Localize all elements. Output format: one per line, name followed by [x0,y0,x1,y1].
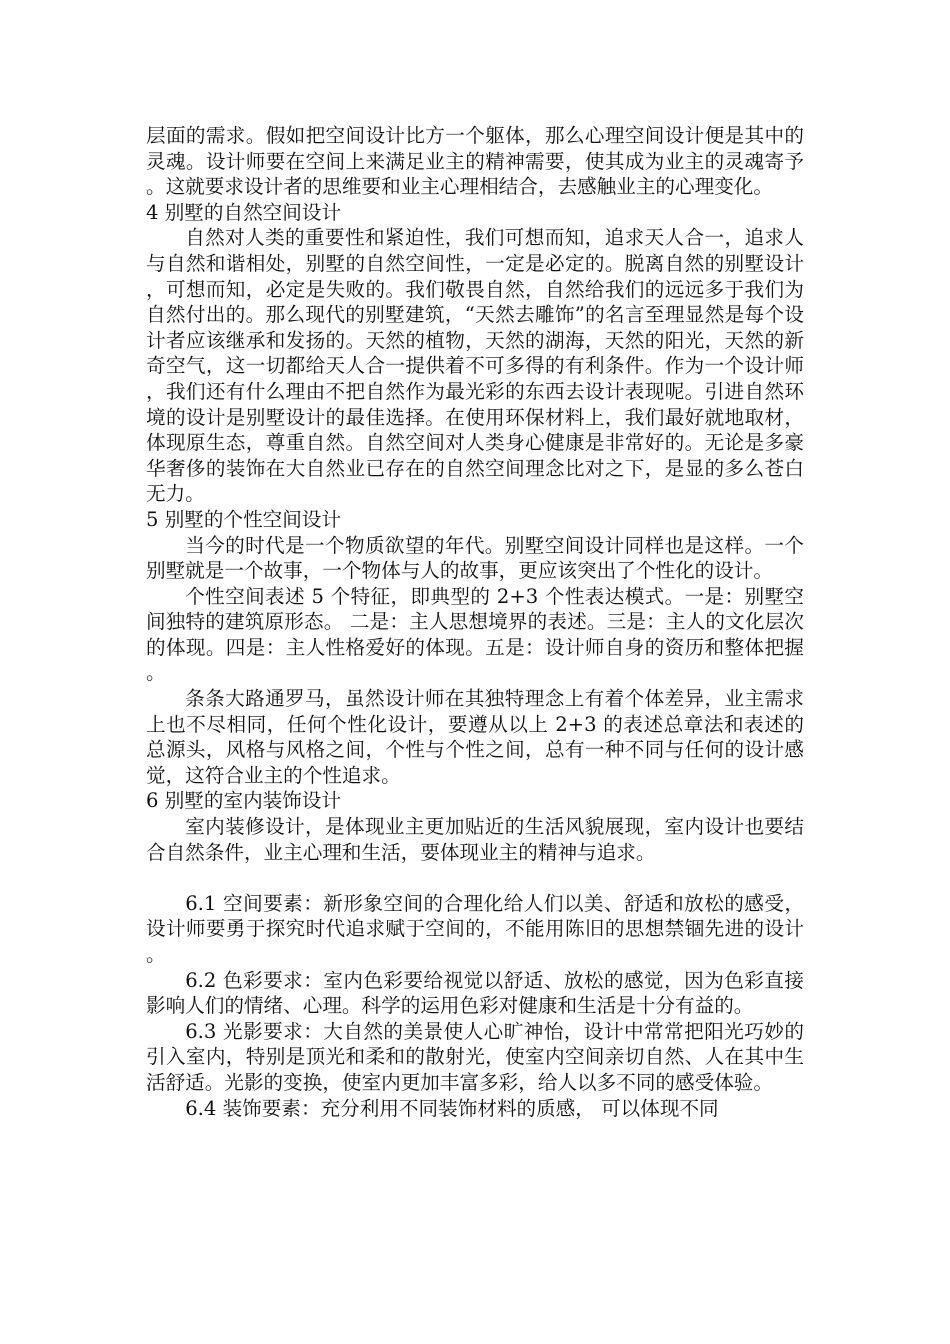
paragraph-light-requirement: 6.3 光影要求：大自然的美景使人心旷神怡，设计中常常把阳光巧妙的引入室内，特别是顶光和柔和的散射光，使室内空间亲切自然、人在其中生活舒适。光影的变换，使室内更加丰富多彩，给人以多不同的感受体验。 [146,1019,804,1094]
paragraph-interior-intro: 室内装修设计，是体现业主更加贴近的生活风貌展现，室内设计也要结合自然条件，业主心理和生活，要体现业主的精神与追求。 [146,815,804,864]
paragraph-decoration-element: 6.4 装饰要素：充分利用不同装饰材料的质感， 可以体现不同 [185,1096,719,1120]
paragraph-natural-space: 自然对人类的重要性和紧迫性，我们可想而知，追求天人合一，追求人与自然和谐相处，别墅的自然空间性，一定是必定的。脱离自然的别墅设计，可想而知，必定是失败的。我们敬畏自然，自然给我们的远远多于我们为自然付出的。那么现代的别墅建筑，“天然去雕饰”的名言至理显然是每个设计者应该继承和发扬的。天然的植物，天然的湖海，天然的阳光，天然的新奇空气，这一切都给天人合一提供着不可多得的有利条件。作为一个设计师，我们还有什么理由不把自然作为最光彩的东西去设计表现呢。引进自然环境的设计是别墅设计的最佳选择。在使用环保材料上，我们最好就地取材，体现原生态，尊重自然。自然空间对人类身心健康是非常好的。无论是多豪华奢侈的装饰在大自然业已存在的自然空间理念比对之下，是显的多么苍白无力。 [146,226,804,506]
section-heading-5: 5 别墅的个性空间设计 [146,507,342,531]
section-heading-6: 6 别墅的室内装饰设计 [146,789,342,813]
paragraph-personality-rules: 条条大路通罗马，虽然设计师在其独特理念上有着个体差异，业主需求上也不尽相同，任何个性化设计，要遵从以上 2+3 的表述总章法和表述的总源头，风格与风格之间，个性与个性之间，总有一种不同与任何的设计感觉，这符合业主的个性追求。 [146,687,804,787]
section-heading-4: 4 别墅的自然空间设计 [146,200,342,224]
paragraph-continuation: 层面的需求。假如把空间设计比方一个躯体，那么心理空间设计便是其中的灵魂。设计师要在空间上来满足业主的精神需要，使其成为业主的灵魂寄予。这就要求设计者的思维要和业主心理相结合，去感触业主的心理变化。 [146,124,804,199]
paragraph-color-requirement: 6.2 色彩要求：室内色彩要给视觉以舒适、放松的感觉，因为色彩直接影响人们的情绪、心理。科学的运用色彩对健康和生活是十分有益的。 [146,968,804,1018]
paragraph-personality-intro: 当今的时代是一个物质欲望的年代。别墅空间设计同样也是这样。一个别墅就是一个故事，一个物体与人的故事，更应该突出了个性化的设计。 [146,533,804,583]
blank-line [146,865,804,891]
document-body [146,123,804,1121]
paragraph-personality-features: 个性空间表述 5 个特征，即典型的 2+3 个性表达模式。一是：别墅空间独特的建筑原形态。 二是：主人思想境界的表述。三是：主人的文化层次的体现。四是：主人性格爱好的体现。五是：设计师自身的资历和整体把握。 [146,584,804,685]
paragraph-space-element: 6.1 空间要素：新形象空间的合理化给人们以美、舒适和放松的感受，设计师要勇于探究时代追求赋于空间的，不能用陈旧的思想禁锢先进的设计。 [146,891,804,966]
